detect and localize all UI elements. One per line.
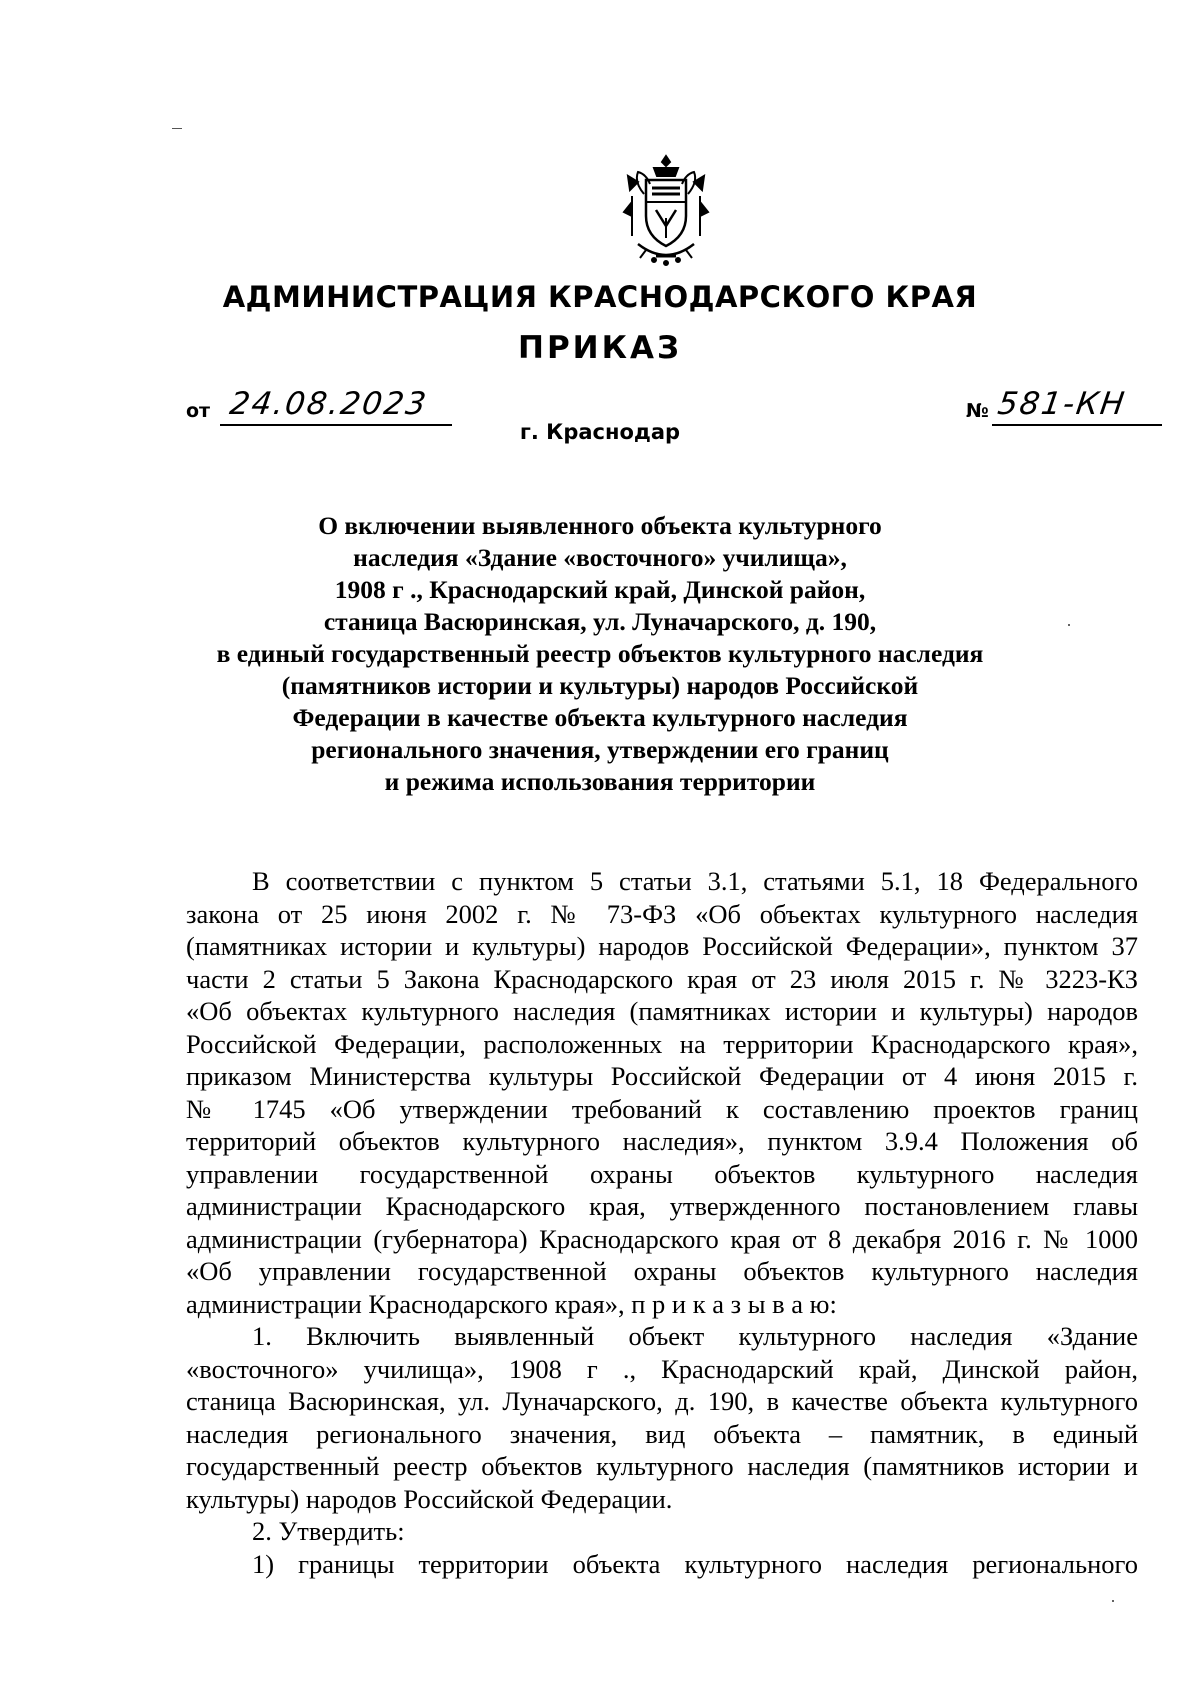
- subject-line: наследия «Здание «восточного» училища»,: [353, 543, 847, 572]
- subject-line: (памятников истории и культуры) народов Российской: [281, 671, 919, 700]
- body-line: № 1745 «Об утверждении требований к составлению проектов границ: [186, 1093, 1138, 1124]
- body-line: Российской Федерации, расположенных на территории Краснодарского края»,: [186, 1028, 1138, 1059]
- body-line: 2. Утвердить:: [252, 1516, 405, 1546]
- subject-line: Федерации в качестве объекта культурного наследия: [292, 703, 908, 732]
- document-type: ПРИКАЗ: [518, 330, 682, 366]
- body-line: приказом Министерства культуры Российской Федерации от 4 июня 2015 г.: [186, 1061, 1138, 1091]
- subject-line: О включении выявленного объекта культурного: [318, 511, 882, 540]
- body-line: станица Васюринская, ул. Луначарского, д. 190, в качестве объекта культурного: [186, 1386, 1138, 1416]
- body-line: части 2 статьи 5 Закона Краснодарского края от 23 июля 2015 г. № 3223-КЗ: [186, 963, 1138, 994]
- body-line: администрации Краснодарского края, утвержденного постановлением главы: [186, 1191, 1138, 1221]
- body-line: 1. Включить выявленный объект культурного наследия «Здание: [252, 1321, 1138, 1351]
- number-handwritten: 581-КН: [995, 386, 1129, 422]
- subject-line: станица Васюринская, ул. Луначарского, д. 190,: [323, 607, 877, 636]
- body-line: культуры) народов Российской Федерации.: [186, 1483, 673, 1514]
- body-line: наследия регионального значения, вид объекта – памятник, в единый: [186, 1418, 1138, 1449]
- document-body: [186, 865, 1138, 1580]
- date-prefix: от: [186, 400, 211, 422]
- document-subject: [150, 510, 1050, 798]
- body-line: государственный реестр объектов культурного наследия (памятников истории и: [186, 1451, 1138, 1481]
- number-prefix: №: [966, 400, 989, 422]
- body-line: «восточного» училища», 1908 г ., Краснодарский край, Динской район,: [186, 1353, 1138, 1384]
- organization-title: АДМИНИСТРАЦИЯ КРАСНОДАРСКОГО КРАЯ: [222, 280, 978, 314]
- body-line: управлении государственной охраны объектов культурного наследия: [186, 1158, 1138, 1189]
- body-line: «Об объектах культурного наследия (памятниках истории и культуры) народов: [186, 996, 1138, 1026]
- city-label: г. Краснодар: [519, 420, 681, 444]
- subject-line: регионального значения, утверждении его границ: [311, 735, 889, 764]
- body-line: территорий объектов культурного наследия», пунктом 3.9.4 Положения об: [186, 1126, 1138, 1156]
- subject-line: в единый государственный реестр объектов культурного наследия: [216, 639, 984, 668]
- subject-line: 1908 г ., Краснодарский край, Динской район,: [334, 575, 866, 604]
- body-line: (памятниках истории и культуры) народов Российской Федерации», пунктом 37: [186, 931, 1138, 961]
- scan-speck: [1068, 624, 1070, 626]
- scan-speck: [1112, 1600, 1114, 1602]
- subject-line: и режима использования территории: [384, 767, 816, 796]
- body-line: 1) границы территории объекта культурного наследия регионального: [252, 1548, 1138, 1579]
- body-line: В соответствии с пунктом 5 статьи 3.1, статьями 5.1, 18 Федерального: [252, 866, 1138, 896]
- body-line: администрации Краснодарского края», п р и к а з ы в а ю:: [186, 1288, 837, 1319]
- date-handwritten: 24.08.2023: [227, 386, 431, 422]
- coat-of-arms-icon: [618, 152, 714, 268]
- body-line: «Об управлении государственной охраны объектов культурного наследия: [186, 1256, 1138, 1286]
- body-line: закона от 25 июня 2002 г. № 73-ФЗ «Об объектах культурного наследия: [186, 898, 1138, 929]
- body-line: администрации (губернатора) Краснодарского края от 8 декабря 2016 г. № 1000: [186, 1223, 1138, 1254]
- scan-mark: [172, 128, 182, 129]
